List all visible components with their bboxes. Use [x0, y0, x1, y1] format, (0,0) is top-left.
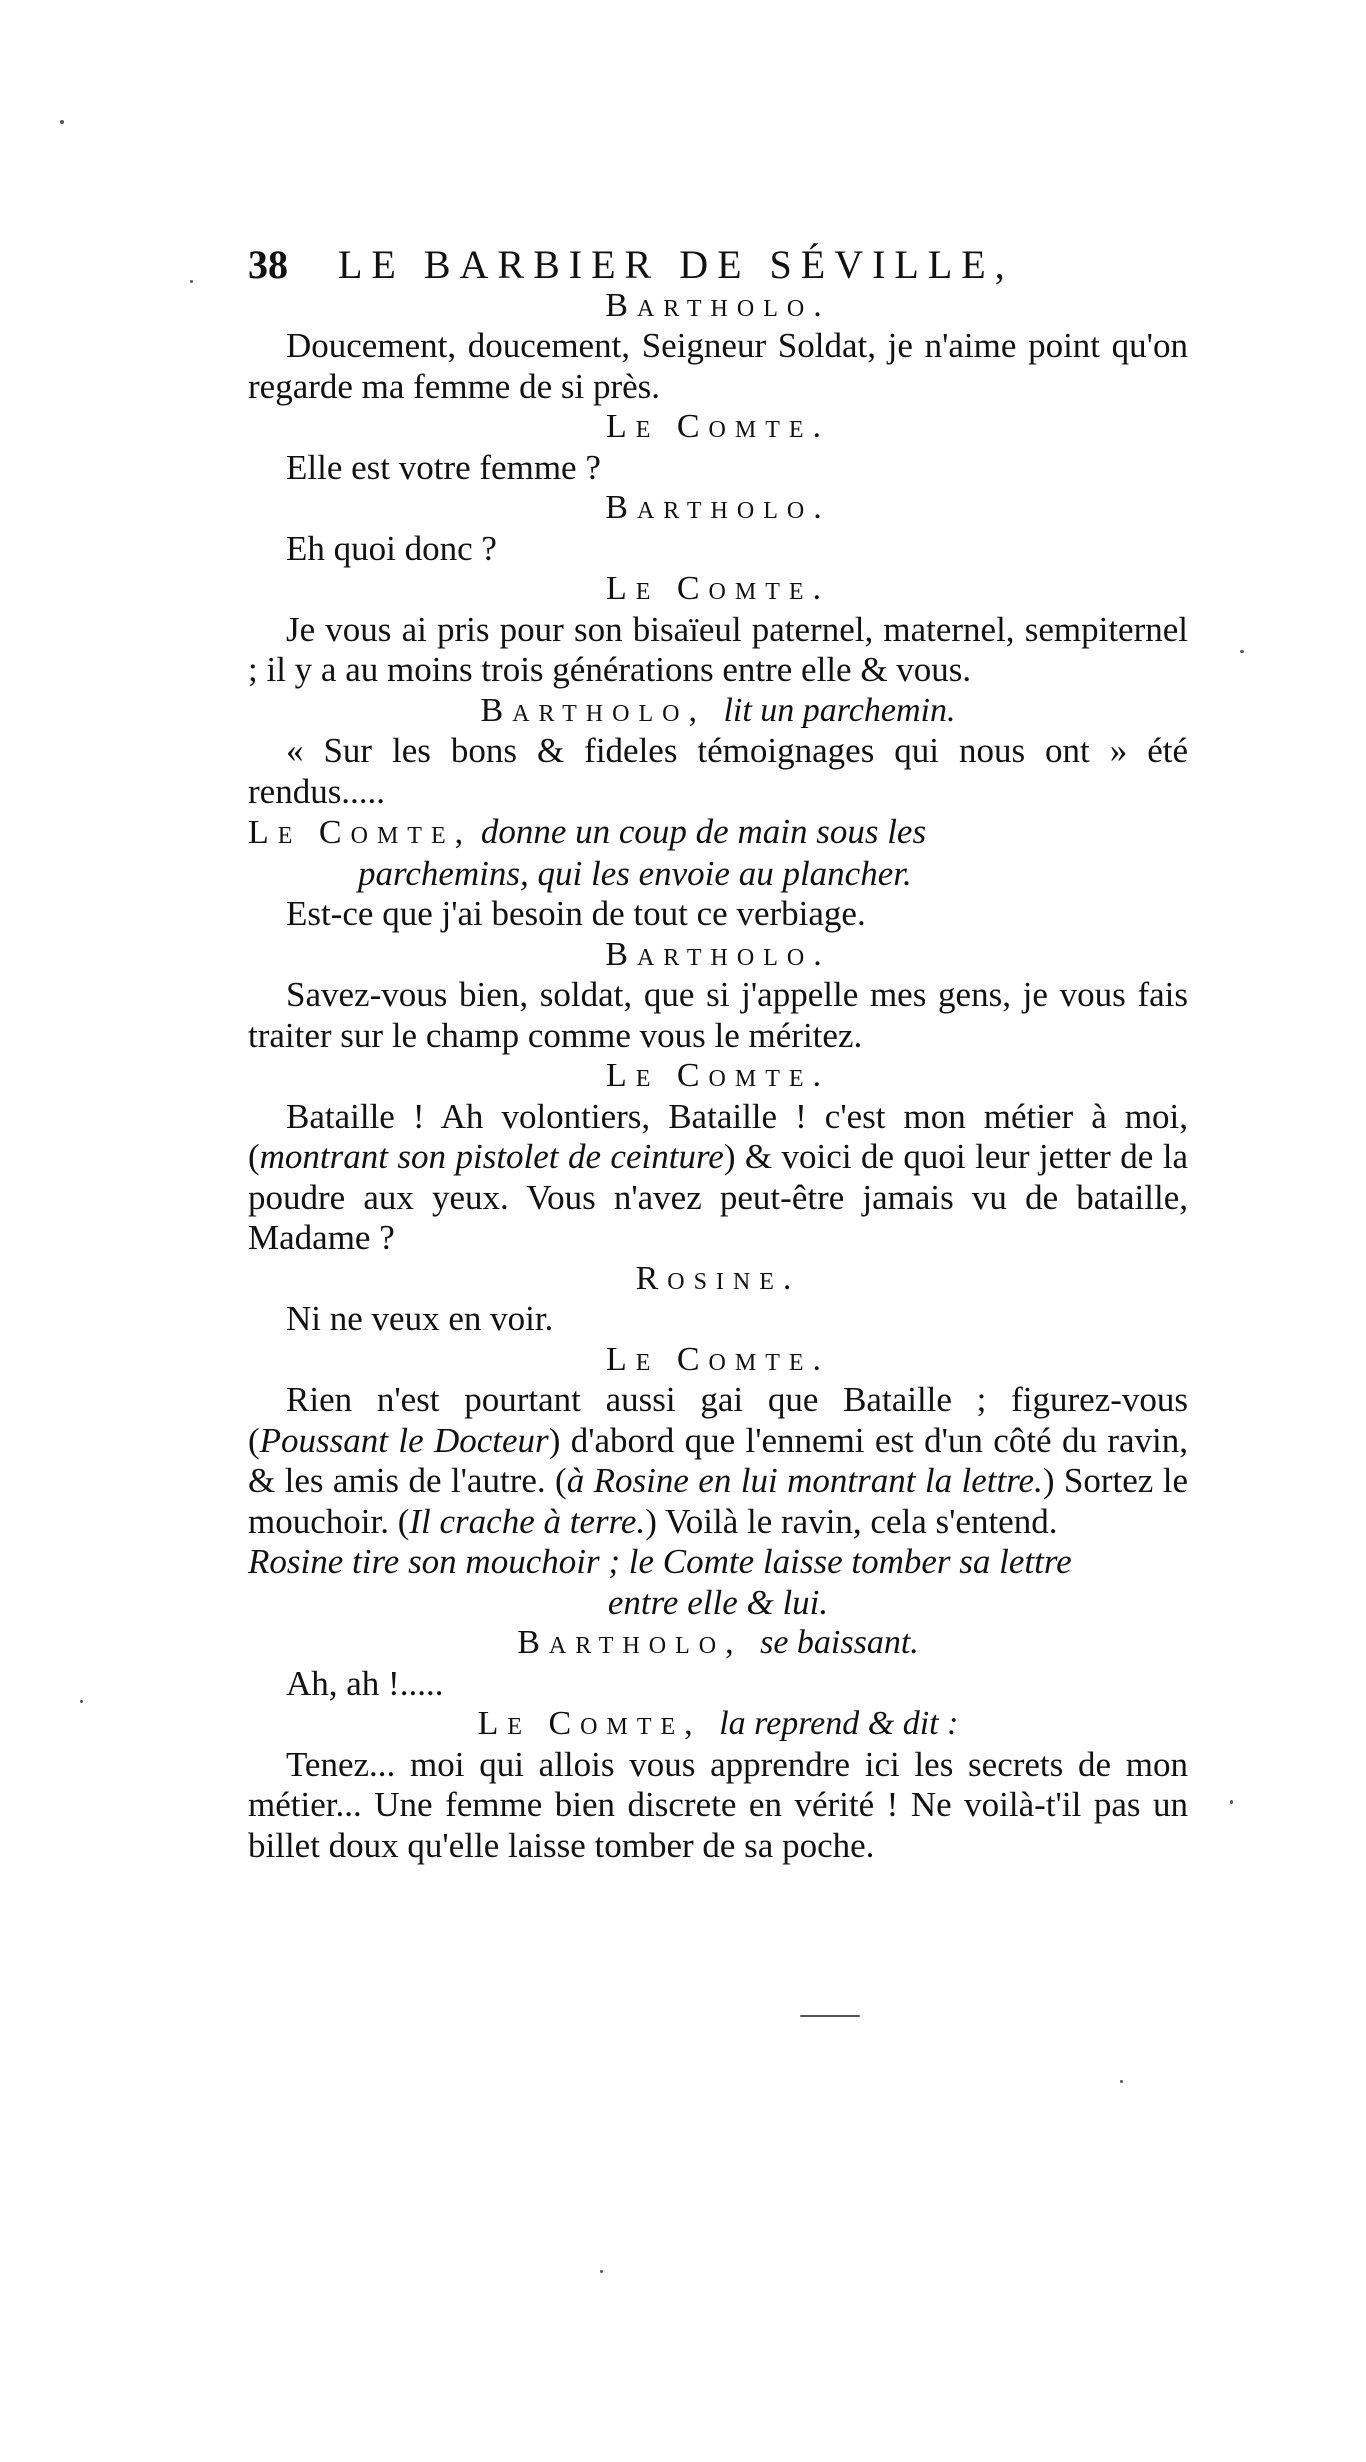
speaker-name: Le Comte.: [605, 1057, 831, 1094]
speaker-name: Le Comte.: [605, 1340, 831, 1378]
stage-direction: la reprend & dit :: [719, 1705, 959, 1742]
speaker-name: Bartholo,: [517, 1624, 743, 1661]
stage-direction: Il crache à terre.: [409, 1501, 646, 1541]
speech-text: Rien n'est pourtant aussi gai que Bataille ; figurez-vous (: [248, 1380, 1188, 1460]
speech-text: ) Voilà le ravin, cela s'entend.: [645, 1501, 1058, 1541]
speech-text: Bataille ! Ah volontiers, Bataille ! c'est mon métier à moi, (: [248, 1096, 1188, 1176]
paper-speck: [80, 1700, 83, 1703]
speaker-name: Le Comte.: [605, 570, 831, 607]
speaker-with-direction: [248, 812, 1188, 894]
page-text: [248, 242, 1189, 1866]
speaker-name: Le Comte,: [477, 1705, 702, 1742]
speech-line: Je vous ai pris pour son bisaïeul paternel, maternel, sempiternel ; il y a au moins trois générations entre elle & vous.: [248, 609, 1188, 689]
paper-speck: [60, 120, 64, 124]
running-head: [248, 242, 1188, 287]
speech-line: Ni ne veux en voir.: [286, 1299, 554, 1338]
speech-line: Est-ce que j'ai besoin de tout ce verbiage.: [286, 894, 866, 933]
speaker-with-direction: [248, 691, 1188, 732]
paper-speck: [800, 2015, 860, 2017]
stage-direction: montrant son pistolet de ceinture: [259, 1137, 724, 1176]
speech-line: [248, 1097, 1188, 1259]
speech-text: ) Sortez le mouchoir. (: [248, 1461, 1189, 1541]
speech-line: Doucement, doucement, Seigneur Soldat, je n'aime point qu'on regarde ma femme de si près.: [248, 326, 1188, 406]
speaker-name: Le Comte.: [605, 408, 831, 445]
stage-direction-block: Rosine tire son mouchoir ; le Comte laisse tomber sa lettre: [248, 1542, 1072, 1581]
paper-speck: [1120, 2080, 1123, 2083]
speech-line: « Sur les bons & fideles témoignages qui nous ont » été rendus.....: [248, 731, 1188, 811]
speaker-name: Bartholo.: [605, 489, 831, 526]
paper-speck: [600, 2270, 603, 2273]
stage-direction: donne un coup de main sous les: [480, 812, 927, 851]
speech-line: Eh quoi donc ?: [286, 528, 497, 568]
running-title: LE BARBIER DE SÉVILLE,: [338, 242, 1014, 287]
speaker-name: Bartholo.: [605, 935, 831, 973]
stage-direction: lit un parchemin.: [723, 691, 956, 729]
stage-direction: Poussant le Docteur: [259, 1420, 549, 1460]
speaker-name: Rosine.: [635, 1259, 801, 1297]
paper-speck: [1230, 1800, 1233, 1804]
paper-speck: [1240, 650, 1244, 653]
speech-line: [248, 1380, 1188, 1542]
paper-speck: [190, 280, 193, 283]
page-number: 38: [248, 242, 288, 287]
stage-direction: parchemins, qui les envoie au plancher.: [358, 853, 912, 893]
speech-line: Savez-vous bien, soldat, que si j'appelle mes gens, je vous fais traiter sur le champ comme vous le méritez.: [248, 975, 1188, 1055]
speaker-with-direction: [248, 1623, 1188, 1664]
stage-direction: se baissant.: [760, 1624, 919, 1661]
stage-direction: à Rosine en lui montrant la lettre.: [566, 1461, 1043, 1500]
speaker-name: Bartholo.: [605, 286, 831, 324]
speaker-with-direction: [248, 1704, 1188, 1745]
speech-line: Ah, ah !.....: [286, 1663, 444, 1703]
speech-line: Tenez... moi qui allois vous apprendre ici les secrets de mon métier... Une femme bien discrete en vérité ! Ne voilà-t'il pas un billet doux qu'elle laisse tomber de sa poche.: [248, 1744, 1188, 1865]
speech-text: ) d'abord que l'ennemi est d'un côté du ravin, & les amis de l'autre. (: [248, 1420, 1188, 1500]
speaker-name: Le Comte,: [248, 814, 473, 851]
speech-line: Elle est votre femme ?: [286, 447, 601, 487]
stage-direction-block: entre elle & lui.: [607, 1582, 829, 1622]
speech-text: ) & voici de quoi leur jetter de la poudre aux yeux. Vous n'avez peut-être jamais vu de bataille, Madame ?: [248, 1137, 1188, 1257]
speaker-name: Bartholo,: [480, 691, 706, 729]
